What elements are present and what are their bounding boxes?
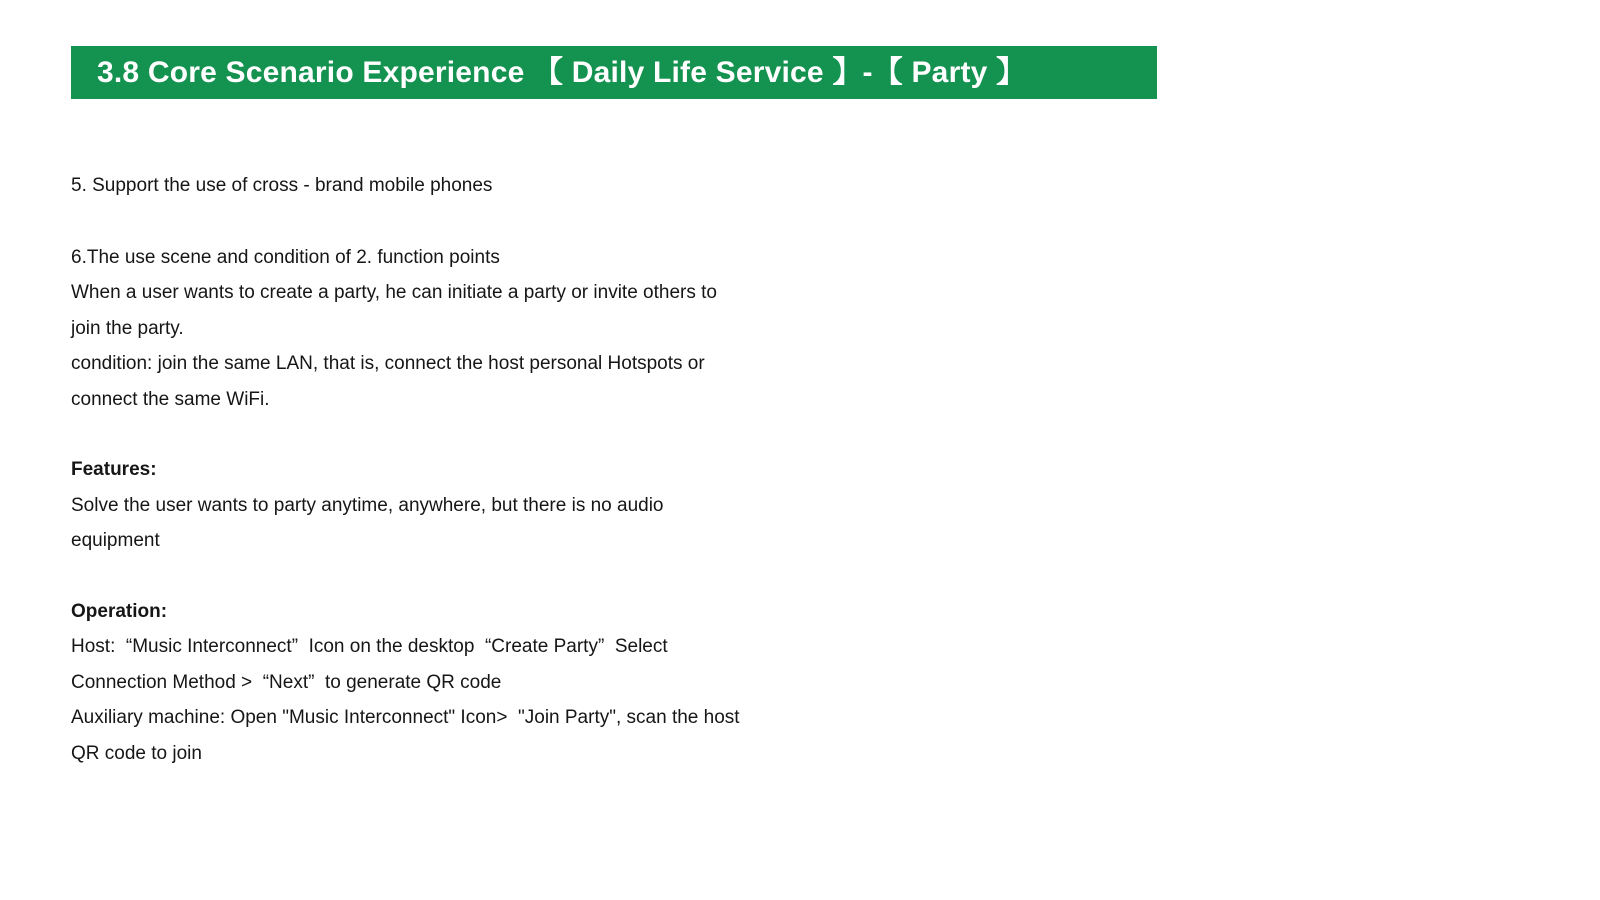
operation-label: Operation: [71,600,168,622]
slide-body [71,168,971,771]
spacer [71,559,971,594]
paragraph-item-6-line-4: connect the same WiFi. [71,388,270,410]
operation-line-3: Auxiliary machine: Open "Music Interconnect" Icon> "Join Party", scan the host [71,707,740,728]
page-title: 3.8 Core Scenario Experience 【 Daily Life Service 】-【 Party 】 [97,55,1027,89]
operation-line-4: QR code to join [71,742,202,764]
spacer [71,417,971,452]
features-line-2: equipment [71,530,160,551]
features-line-1: Solve the user wants to party anytime, anywhere, but there is no audio [71,494,664,516]
paragraph-item-6-line-2: join the party. [71,317,184,339]
features-label: Features: [71,459,157,480]
paragraph-item-5: 5. Support the use of cross - brand mobile phones [71,175,493,196]
paragraph-item-6-line-1: When a user wants to create a party, he can initiate a party or invite others to [71,282,717,303]
operation-line-2: Connection Method > “Next” to generate QR code [71,671,502,693]
spacer [71,204,971,240]
slide-title-banner [71,46,1157,99]
paragraph-item-6-heading: 6.The use scene and condition of 2. function points [71,246,500,268]
operation-line-1: Host: “Music Interconnect” Icon on the desktop “Create Party” Select [71,636,668,657]
paragraph-item-6-line-3: condition: join the same LAN, that is, connect the host personal Hotspots or [71,353,705,374]
